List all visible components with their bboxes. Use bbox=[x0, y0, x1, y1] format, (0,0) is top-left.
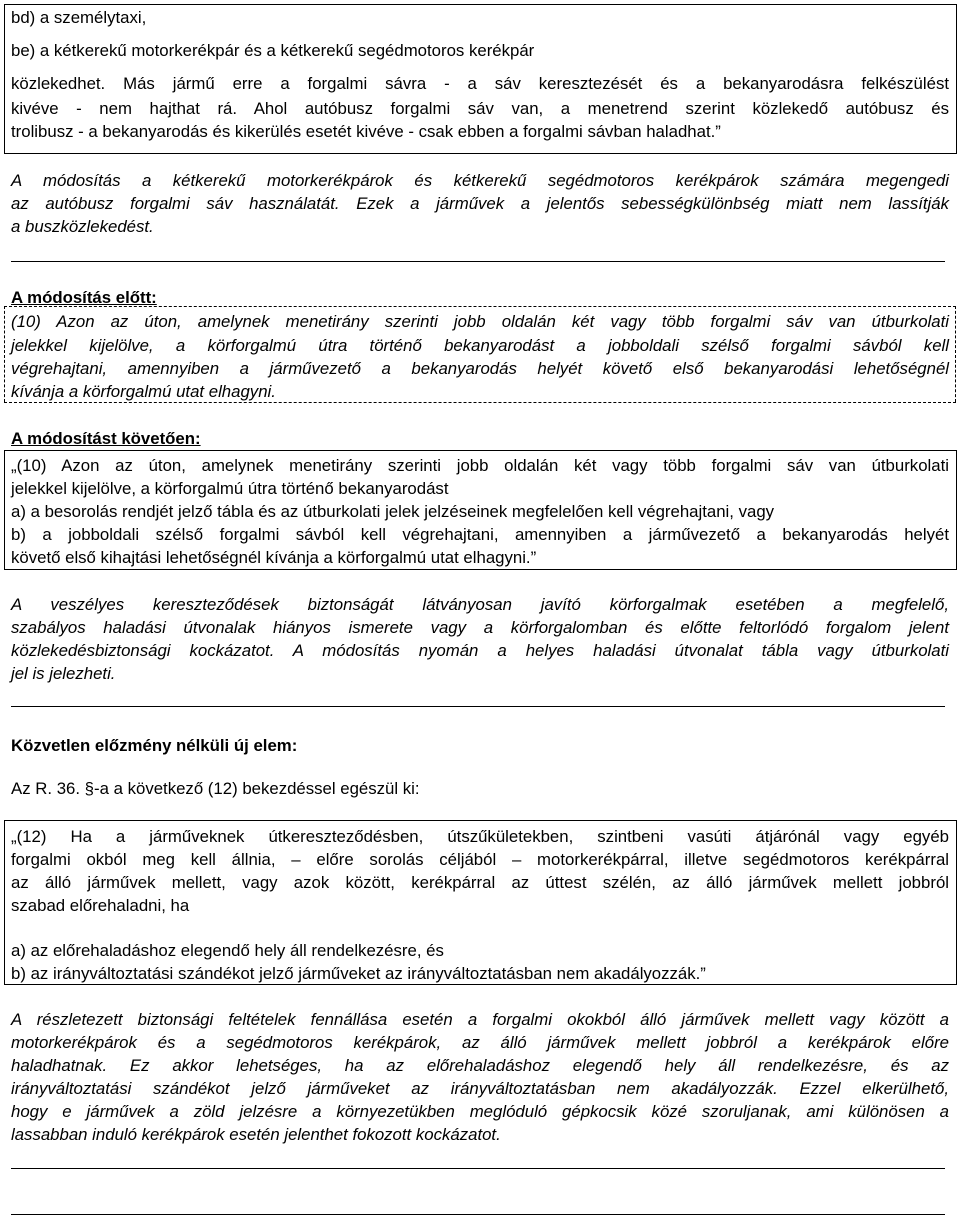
explanation-line: az autóbusz forgalmi sáv használatát. Ezek a járművek a jelentős sebességkülönbség miatt nem lassítják bbox=[11, 194, 949, 213]
rule-line: trolibusz - a bekanyarodás és kikerülés esetét kivéve - csak ebben a forgalmi sávban haladhat.” bbox=[11, 122, 721, 141]
before-heading: A módosítás előtt: bbox=[11, 288, 157, 307]
explanation-line: A veszélyes kereszteződések biztonságát látványosan javító körforgalmak esetében a megfelelő, bbox=[11, 595, 949, 614]
new-rule-line: szabad előrehaladni, ha bbox=[11, 896, 190, 915]
after-heading: A módosítást követően: bbox=[11, 429, 201, 448]
new-element-intro: Az R. 36. §-a a következő (12) bekezdéssel egészül ki: bbox=[11, 779, 420, 798]
dashed-box-top bbox=[4, 306, 956, 307]
new-rule-line: a) az előrehaladáshoz elegendő hely áll rendelkezésre, és bbox=[11, 941, 444, 960]
after-text-line: „(10) Azon az úton, amelynek menetirány szerinti jobb oldalán két vagy több forgalmi sáv van útburkolati bbox=[11, 456, 949, 475]
new-element-heading: Közvetlen előzmény nélküli új elem: bbox=[11, 736, 298, 755]
explanation-line: lassabban induló kerékpárok esetén jelenthet fokozott kockázatot. bbox=[11, 1125, 501, 1144]
new-rule-line: az álló járművek mellett, vagy azok között, kerékpárral az úttest szélén, az álló járművek mellett jobbról bbox=[11, 873, 949, 892]
new-rule-line: b) az irányváltoztatási szándékot jelző járműveket az irányváltoztatásban nem akadályozzák.” bbox=[11, 964, 706, 983]
rule-line: be) a kétkerekű motorkerékpár és a kétkerekű segédmotoros kerékpár bbox=[11, 41, 535, 60]
dashed-box-right bbox=[955, 306, 956, 402]
after-text-line: jelekkel kijelölve, a körforgalmú útra történő bekanyarodást bbox=[11, 479, 449, 498]
new-rule-line: „(12) Ha a járműveknek útkereszteződésben, útszűkületekben, szintbeni vasúti átjárónál vagy egyéb bbox=[11, 827, 949, 846]
explanation-line: hogy e járművek a zöld jelzésre a környezetükben meglóduló gépkocsik közé szoruljanak, ami különösen a bbox=[11, 1102, 949, 1121]
section-divider bbox=[11, 706, 945, 707]
rule-line: kivéve - nem hajthat rá. Ahol autóbusz forgalmi sáv van, a menetrend szerint közlekedő autóbusz és bbox=[11, 99, 949, 118]
explanation-line: motorkerékpárok és a segédmotoros kerékpárok, az álló járművek mellett jobbról a kerékpárok előre bbox=[11, 1033, 949, 1052]
before-text-line: (10) Azon az úton, amelynek menetirány szerinti jobb oldalán két vagy több forgalmi sáv van útburkolati bbox=[11, 312, 949, 331]
explanation-line: szabályos haladási útvonalak hiányos ismerete vagy a körforgalomban és előtte feltorlódó forgalom jelent bbox=[11, 618, 949, 637]
section-divider bbox=[11, 261, 945, 262]
before-text-line: jelekkel kijelölve, a körforgalmú útra történő bekanyarodást a jobboldali szélső forgalmi sávból kell bbox=[11, 336, 949, 355]
rule-line: bd) a személytaxi, bbox=[11, 8, 147, 27]
section-divider bbox=[11, 1214, 945, 1215]
explanation-line: haladhatnak. Ez akkor lehetséges, ha az előrehaladáshoz elegendő hely áll rendelkezésre, és az bbox=[11, 1056, 949, 1075]
section-divider bbox=[11, 1168, 945, 1169]
explanation-line: a buszközlekedést. bbox=[11, 217, 154, 236]
after-text-line: követő első kihajtási lehetőségnél kívánja a körforgalmú utat elhagyni.” bbox=[11, 548, 537, 567]
dashed-box-left bbox=[4, 306, 5, 402]
explanation-line: jel is jelezheti. bbox=[11, 664, 116, 683]
after-text-line: b) a jobboldali szélső forgalmi sávból kell végrehajtani, amennyiben a járművezető a bekanyarodás helyét bbox=[11, 525, 949, 544]
explanation-line: irányváltoztatási szándékot jelző járműveket az irányváltoztatásban nem akadályozzák. Ezzel elkerülhető, bbox=[11, 1079, 949, 1098]
explanation-line: közlekedésbiztonsági kockázatot. A módosítás nyomán a helyes haladási útvonalat tábla vagy útburkolati bbox=[11, 641, 949, 660]
before-text-line: kívánja a körforgalmú utat elhagyni. bbox=[11, 382, 276, 401]
new-rule-line: forgalmi okból meg kell állnia, – előre sorolás céljából – motorkerékpárral, illetve segédmotoros kerékpárral bbox=[11, 850, 949, 869]
explanation-line: A részletezett biztonsági feltételek fennállása esetén a forgalmi okokból álló járművek mellett vagy között a bbox=[11, 1010, 949, 1029]
explanation-line: A módosítás a kétkerekű motorkerékpárok és kétkerekű segédmotoros kerékpárok számára megengedi bbox=[11, 171, 949, 190]
before-text-line: végrehajtani, amennyiben a járművezető a bekanyarodás helyét követő első bekanyarodási lehetőségnél bbox=[11, 359, 949, 378]
after-text-line: a) a besorolás rendjét jelző tábla és az útburkolati jelek jelzéseinek megfelelően kell végrehajtani, vagy bbox=[11, 502, 775, 521]
rule-line: közlekedhet. Más jármű erre a forgalmi sávra - a sáv keresztezését és a bekanyarodásra felkészülést bbox=[11, 74, 949, 93]
